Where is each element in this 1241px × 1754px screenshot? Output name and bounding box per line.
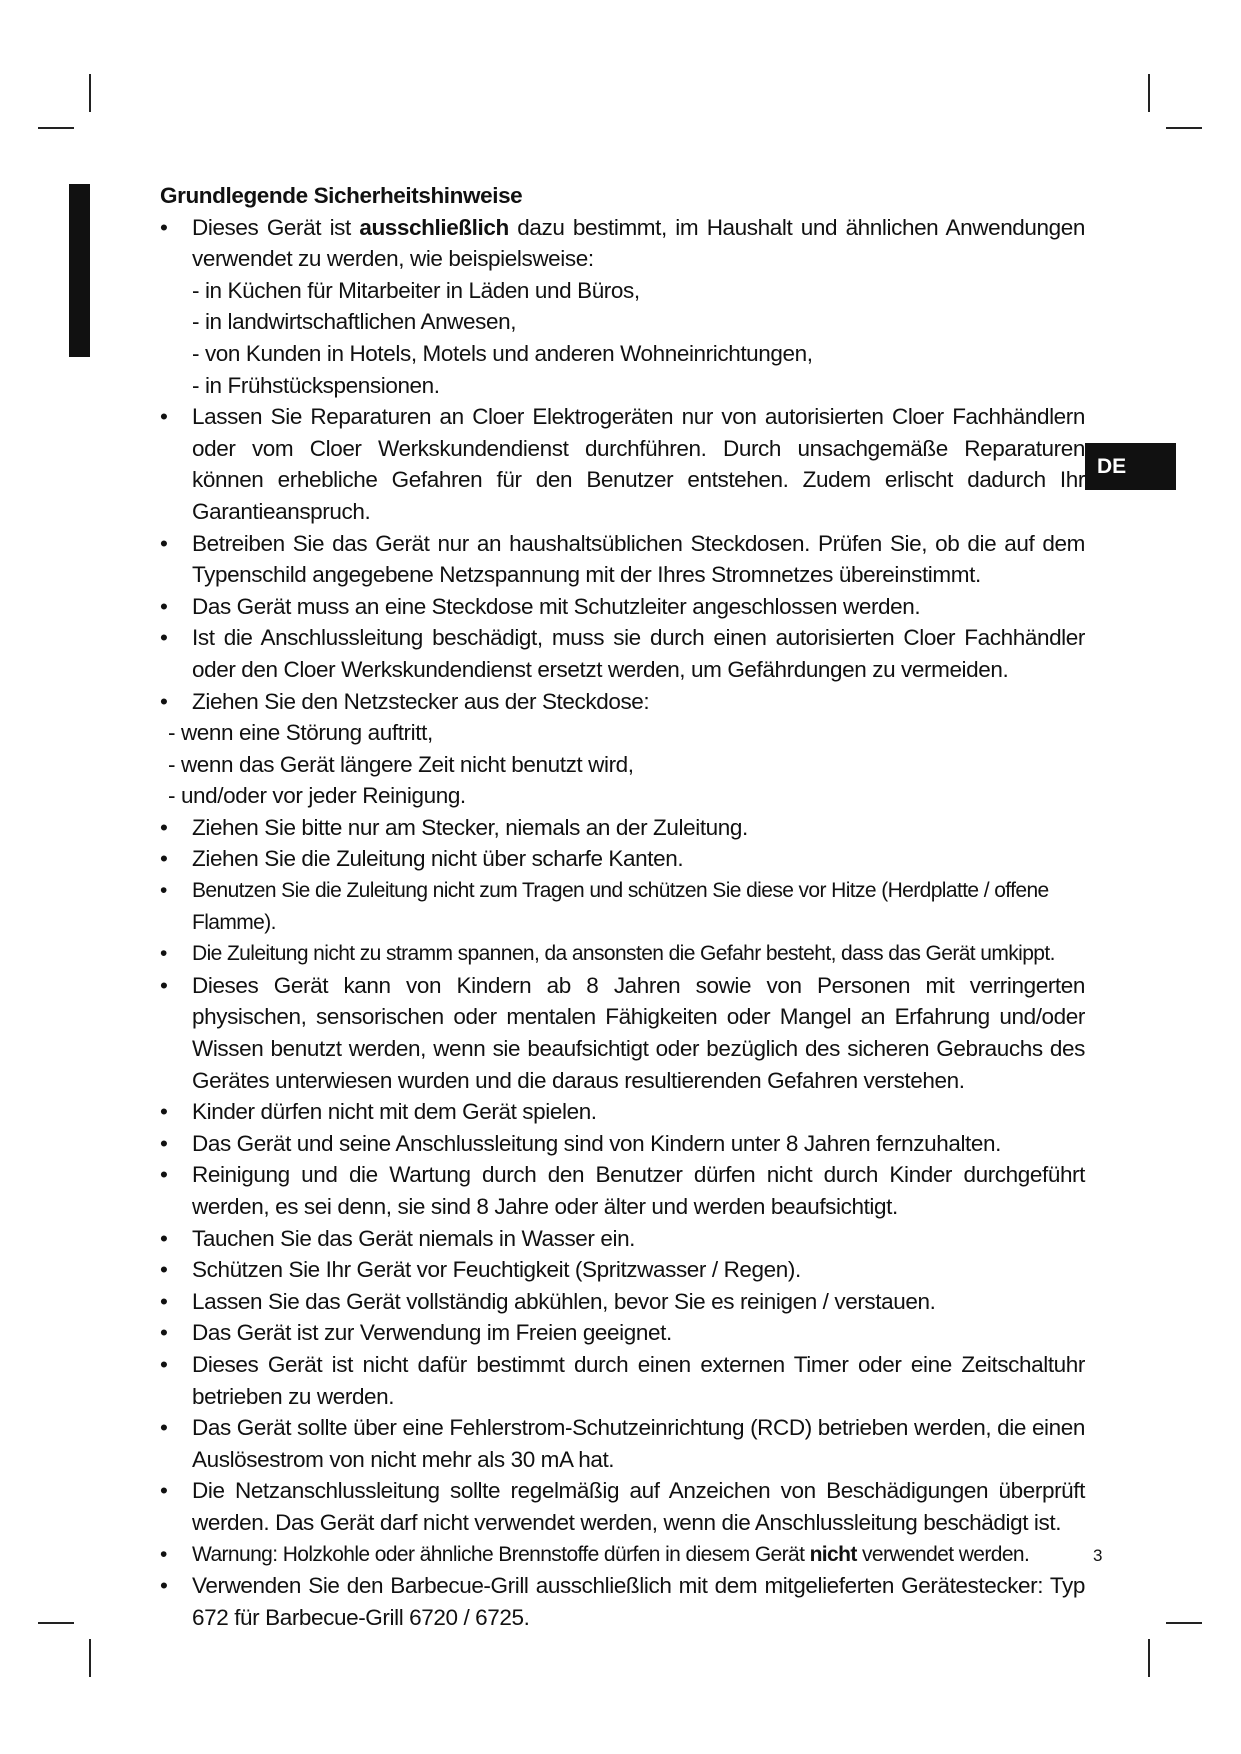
sub-item: - wenn eine Störung auftritt, [168,720,433,746]
crop-mark [38,1622,74,1624]
list-item: • Verwenden Sie den Barbecue-Grill ausschließlich mit dem mitgelieferten Gerätestecker: Typ 672 für Barbecue-Grill 6720 / 6725. [160,1570,1085,1633]
list-item: • Betreiben Sie das Gerät nur an haushaltsüblichen Steckdosen. Prüfen Sie, ob die auf dem Typenschild angegebene Netzspannung mit der Ihres Stromnetzes übereinstimmt. [160,528,1085,591]
section-title: Grundlegende Sicherheitshinweise [160,183,523,208]
list-item: • Lassen Sie das Gerät vollständig abkühlen, bevor Sie es reinigen / verstauen. [160,1286,1085,1318]
page-number: 3 [1093,1546,1103,1565]
list-item: • Kinder dürfen nicht mit dem Gerät spielen. [160,1096,1085,1128]
list-item: • Warnung: Holzkohle oder ähnliche Brennstoffe dürfen in diesem Gerät nicht verwendet werden. [160,1539,1085,1571]
list-item: • Die Netzanschlussleitung sollte regelmäßig auf Anzeichen von Beschädigungen überprüft werden. Das Gerät darf nicht verwendet werden, wenn die Anschlussleitung beschädigt ist. [160,1475,1085,1538]
list-item: • Ist die Anschlussleitung beschädigt, muss sie durch einen autorisierten Cloer Fachhändler oder den Cloer Werkskundendienst ersetzt werden, um Gefährdungen zu vermeiden. [160,622,1085,685]
sub-item: - in Frühstückspensionen. [192,372,440,398]
list-item: • Dieses Gerät ist nicht dafür bestimmt durch einen externen Timer oder eine Zeitschaltuhr betrieben zu werden. [160,1349,1085,1412]
list-item: • Das Gerät ist zur Verwendung im Freien geeignet. [160,1317,1085,1349]
list-item: • Ziehen Sie die Zuleitung nicht über scharfe Kanten. [160,843,1085,875]
list-item: • Ziehen Sie den Netzstecker aus der Steckdose: - wenn eine Störung auftritt, - wenn das Gerät längere Zeit nicht benutzt wird, - und/oder vor jeder Reinigung. [160,686,1085,812]
list-item: • Das Gerät sollte über eine Fehlerstrom-Schutzeinrichtung (RCD) betrieben werden, die einen Auslösestrom von nicht mehr als 30 mA hat. [160,1412,1085,1475]
list-item: • Das Gerät muss an eine Steckdose mit Schutzleiter angeschlossen werden. [160,591,1085,623]
list-item: • Dieses Gerät kann von Kindern ab 8 Jahren sowie von Personen mit verringerten physischen, sensorischen oder mentalen Fähigkeiten oder Mangel an Erfahrung und/oder Wissen benutzt werden, wenn sie beaufsichtigt oder bezüglich des sicheren Gebrauchs des Gerätes unterwiesen wurden und die daraus resultierenden Gefahren verstehen. [160,970,1085,1096]
list-item: • Lassen Sie Reparaturen an Cloer Elektrogeräten nur von autorisierten Cloer Fachhändlern oder vom Cloer Werkskundendienst durchführen. Durch unsachgemäße Reparaturen können erhebliche Gefahren für den Benutzer entstehen. Zudem erlischt dadurch Ihr Garantieanspruch. [160,401,1085,527]
crop-mark [1148,74,1150,112]
sub-item: - und/oder vor jeder Reinigung. [168,783,466,809]
sub-item: - in landwirtschaftlichen Anwesen, [192,309,517,335]
crop-mark [1148,1639,1150,1677]
language-tab: DE [1085,443,1176,490]
section-marker-bar [69,184,90,357]
crop-mark [38,127,74,129]
sub-item: - von Kunden in Hotels, Motels und anderen Wohneinrichtungen, [192,340,813,366]
crop-mark [89,74,91,112]
sub-item: - in Küchen für Mitarbeiter in Läden und Büros, [192,277,640,303]
list-item: • Tauchen Sie das Gerät niemals in Wasser ein. [160,1223,1085,1255]
list-item: • Das Gerät und seine Anschlussleitung sind von Kindern unter 8 Jahren fernzuhalten. [160,1128,1085,1160]
safety-list [160,212,1085,1634]
list-item: • Schützen Sie Ihr Gerät vor Feuchtigkeit (Spritzwasser / Regen). [160,1254,1085,1286]
list-item: • Benutzen Sie die Zuleitung nicht zum Tragen und schützen Sie diese vor Hitze (Herdplatte / offene Flamme). [160,875,1085,938]
list-item: • Ziehen Sie bitte nur am Stecker, niemals an der Zuleitung. [160,812,1085,844]
crop-mark [89,1639,91,1677]
crop-mark [1166,127,1202,129]
list-item: • Reinigung und die Wartung durch den Benutzer dürfen nicht durch Kinder durchgeführt werden, es sei denn, sie sind 8 Jahre oder älter und werden beaufsichtigt. [160,1159,1085,1222]
list-item: • Dieses Gerät ist ausschließlich dazu bestimmt, im Haushalt und ähnlichen Anwendungen verwendet zu werden, wie beispielsweise: - in Küchen für Mitarbeiter in Läden und Büros, - in landwirtschaftlichen Anwesen, - von Kunden in Hotels, Motels und anderen Wohneinrichtungen, - in Frühstückspensionen. [160,212,1085,402]
list-item: • Die Zuleitung nicht zu stramm spannen, da ansonsten die Gefahr besteht, dass das Gerät umkippt. [160,938,1085,970]
safety-instructions [160,180,1085,1633]
sub-item: - wenn das Gerät längere Zeit nicht benutzt wird, [168,751,634,777]
crop-mark [1166,1622,1202,1624]
